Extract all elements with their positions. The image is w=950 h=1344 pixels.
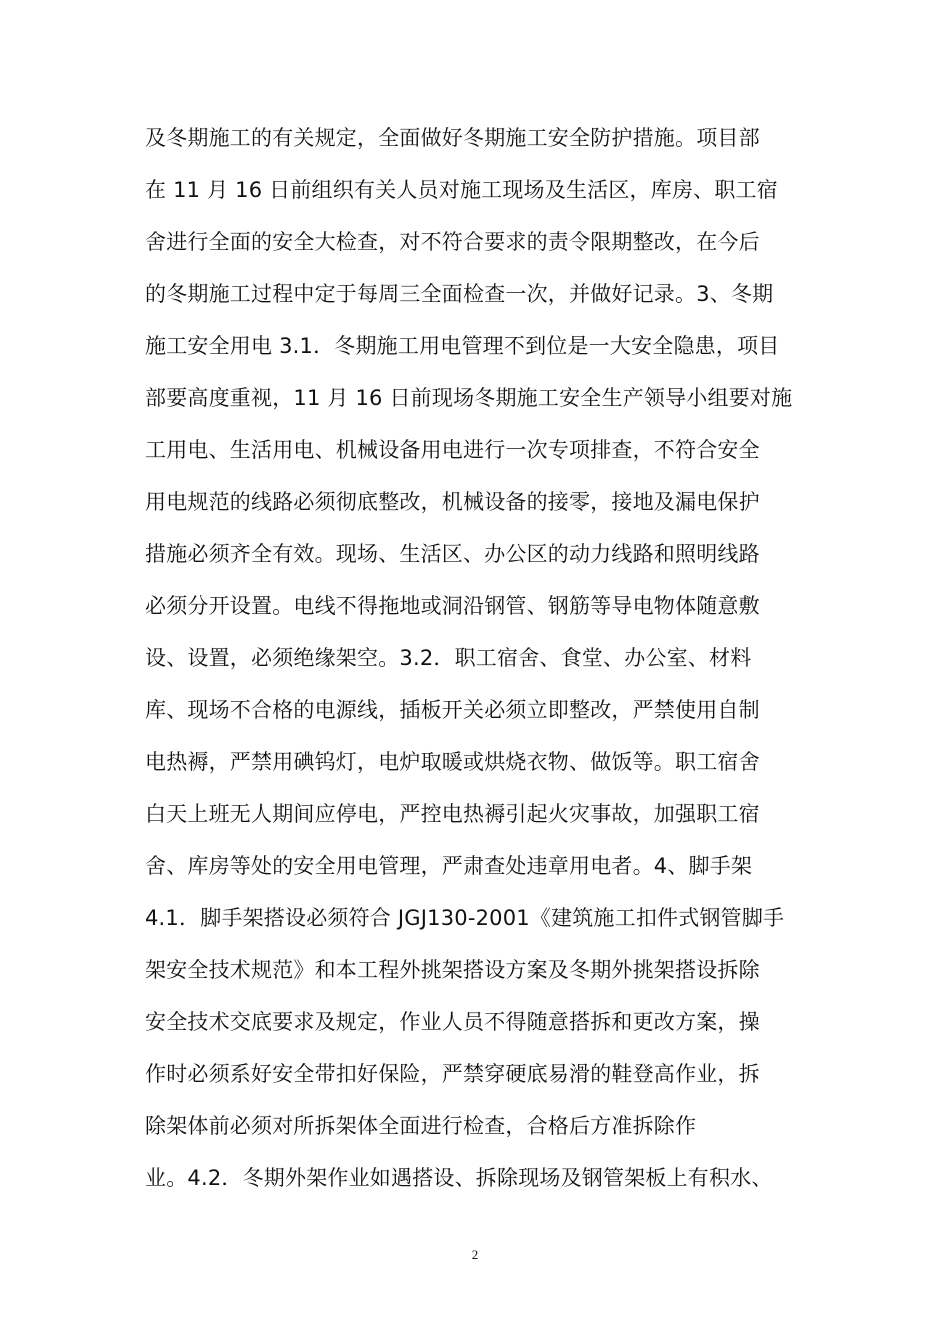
text-line: 库、现场不合格的电源线，插板开关必须立即整改，严禁使用自制 — [145, 698, 760, 722]
text-line: 施工安全用电 3.1．冬期施工用电管理不到位是一大安全隐患，项目 — [145, 334, 780, 358]
text-line: 用电规范的线路必须彻底整改，机械设备的接零，接地及漏电保护 — [145, 490, 760, 514]
text-line: 白天上班无人期间应停电，严控电热褥引起火灾事故，加强职工宿 — [145, 802, 760, 826]
text-line: 的冬期施工过程中定于每周三全面检查一次，并做好记录。3、冬期 — [145, 282, 774, 306]
page-number: 2 — [471, 1247, 479, 1262]
text-line: 作时必须系好安全带扣好保险，严禁穿硬底易滑的鞋登高作业，拆 — [145, 1062, 760, 1086]
text-line: 架安全技术规范》和本工程外挑架搭设方案及冬期外挑架搭设拆除 — [145, 958, 760, 982]
text-line: 部要高度重视，11 月 16 日前现场冬期施工安全生产领导小组要对施 — [145, 386, 793, 410]
text-line: 在 11 月 16 日前组织有关人员对施工现场及生活区，库房、职工宿 — [145, 178, 778, 202]
text-line: 及冬期施工的有关规定，全面做好冬期施工安全防护措施。项目部 — [145, 126, 760, 150]
text-line: 必须分开设置。电线不得拖地或洞沿钢管、钢筋等导电物体随意敷 — [145, 594, 760, 618]
body-text — [145, 112, 825, 1204]
text-line: 安全技术交底要求及规定，作业人员不得随意搭拆和更改方案，操 — [145, 1010, 760, 1034]
text-line: 设、设置，必须绝缘架空。3.2．职工宿舍、食堂、办公室、材料 — [145, 646, 752, 670]
text-line: 业。4.2．冬期外架作业如遇搭设、拆除现场及钢管架板上有积水、 — [145, 1166, 773, 1190]
text-line: 舍、库房等处的安全用电管理，严肃查处违章用电者。4、脚手架 — [145, 854, 753, 878]
text-line: 措施必须齐全有效。现场、生活区、办公区的动力线路和照明线路 — [145, 542, 760, 566]
text-line: 电热褥，严禁用碘钨灯，电炉取暖或烘烧衣物、做饭等。职工宿舍 — [145, 750, 760, 774]
text-line: 4.1．脚手架搭设必须符合 JGJ130-2001《建筑施工扣件式钢管脚手 — [145, 906, 785, 930]
text-line: 工用电、生活用电、机械设备用电进行一次专项排查，不符合安全 — [145, 438, 760, 462]
text-line: 除架体前必须对所拆架体全面进行检查，合格后方准拆除作 — [145, 1114, 697, 1138]
text-line: 舍进行全面的安全大检查，对不符合要求的责令限期整改，在今后 — [145, 230, 760, 254]
